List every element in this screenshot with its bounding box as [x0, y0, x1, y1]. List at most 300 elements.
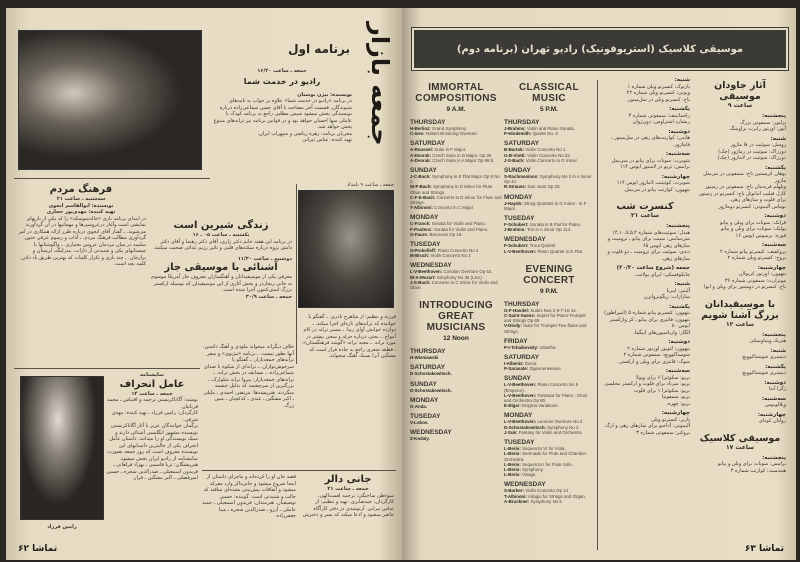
main-title: جمعه بازار: [366, 22, 394, 146]
work: Berceuse Op 16.: [429, 231, 463, 237]
johnny-time: جمعه ـ ساعت ۲۱: [327, 486, 369, 492]
program-section: [600, 201, 690, 436]
day-heading: THURSDAY: [504, 300, 540, 308]
composer: F-Schubert:: [504, 243, 529, 249]
program-section: [504, 264, 594, 504]
work: Don Juan Op 20.: [527, 184, 561, 190]
program-item: بتهوون: اورتور کریولان: [739, 271, 786, 277]
program-item: دورژاک: سوئیت در رماژور (چک): [718, 148, 786, 155]
work: Septet for Piano-Trumpet and Strings Op 65: [504, 313, 586, 324]
farhang-producer: تهیه کننده: مهدی‌پور حجازی: [46, 209, 116, 215]
day-heading: چهارشنبه:: [661, 173, 690, 180]
program-item: الگار: واریاسیون‌های انیگما.: [633, 329, 690, 336]
program-item: راخمانینف: سمفونی شماره ۳: [628, 112, 690, 119]
section-time: ساعت ۱۷: [725, 443, 755, 451]
composer: P-I-Tchaikovsky:: [504, 344, 539, 350]
work: Symphony No 2: [547, 424, 579, 430]
section-title: CLASSICAL MUSIC: [519, 82, 579, 104]
work: Serenade for Flute and Chamber Orchestra.: [504, 451, 587, 462]
composer: L-V-Beethoven:: [504, 419, 537, 425]
composer: R-Strauss:: [504, 184, 527, 190]
jazz-time: دوشنبه ـ ساعت ۱۱/۳۰: [237, 255, 292, 262]
section-title: آثار جاودان موسیقی: [714, 80, 766, 102]
work: Sequenza VI for Viola.: [522, 446, 566, 452]
work: Violin and Piano Sonata.: [526, 126, 575, 131]
program-item: [410, 388, 502, 393]
composer: W-A-Mozart:: [410, 274, 436, 280]
day-heading: SUNDAY: [504, 167, 531, 175]
composer: S-Prokofieff:: [410, 248, 437, 254]
play-time: جمعه ـ ساعت ۱۴: [131, 390, 173, 397]
work: Leonore Overture No 2: [537, 419, 583, 425]
program-item: فوره: برسوس اپوس ۱۶: [735, 232, 786, 239]
program-item: هایدن: کوارتت‌های زهی در سل‌مینور ـ فاماژور.: [611, 135, 690, 148]
radio-service-author: نویسنده: بیژن بوستان: [297, 91, 352, 98]
section-time: 5 P.M.: [540, 106, 558, 113]
program-section: [410, 82, 502, 290]
composer: H-Berlioz:: [410, 126, 431, 131]
day-heading: سه‌شنبه:: [761, 242, 786, 248]
composer: Z-Kodaly.: [410, 436, 430, 442]
composer: J-Brahms:: [504, 227, 526, 233]
program-item: سارازات: زیگونروایزن: [643, 294, 690, 300]
section-time: ساعت ۲۱: [630, 212, 660, 219]
composer: P-Sarasate:: [504, 366, 529, 372]
english-column-2: [504, 82, 594, 514]
composer: L-Berio:: [504, 451, 521, 457]
day-heading: TUSEDAY: [504, 439, 535, 447]
persian-column-left: [600, 74, 690, 444]
day-heading: THURSDAY: [410, 348, 446, 356]
composer: A-Dvorak:: [410, 152, 431, 158]
header-title: موسیقی کلاسیک (استریوفونیک) رادیو تهران (برنامه دوم): [456, 43, 744, 55]
jazz-title: آشنائی با موسیقی جاز: [164, 262, 278, 273]
left-page: [6, 8, 402, 560]
composer: L-Berio:: [504, 472, 521, 478]
day-heading: FRIDAY: [504, 337, 528, 345]
day-heading: چهارشنبه:: [661, 410, 690, 416]
composer: A-Roussel:: [410, 147, 434, 153]
day-heading: پنجشنبه:: [762, 454, 786, 461]
work: Piano Concerto No 5 (Emperor).: [504, 382, 579, 393]
day-heading: THURSDAY: [410, 119, 446, 126]
day-heading: یکشنبه:: [765, 363, 786, 370]
program-item: باخ: کنسرتو در دومینور برای ویلن و ابوا: [704, 284, 786, 290]
section-time: ساعت ۱۲: [725, 320, 755, 328]
farhang-author: نویسنده: ابوالقاسم انجوی: [48, 202, 114, 209]
johnny-body: سوءظن ساختگی: ترجمه لعمت‌الهی. کارگردان: جیدصابری. تهیه و تنظیم: از عباس تیرانی. آرتوشدی در دفتر کارآگاه حاضر میشود و ادعا میکند که پسر و دخترش: [302, 492, 394, 518]
day-heading: دوشنبه:: [668, 339, 690, 345]
composer: J-Brahms:: [504, 126, 526, 131]
program-item: [504, 366, 594, 371]
program-item: آلبنیز: ایبریا: [666, 287, 690, 294]
day-heading: MONDAY: [410, 214, 439, 222]
program-section: [694, 80, 786, 291]
day-heading: دوشنبه:: [668, 128, 690, 135]
composer: L-V-Beethoven:: [504, 248, 537, 254]
farhang-body: در ابتدای برنامه بازی «خاله‌سوسکه» را که یکی از بازیهای نمایشی است وآغاز درعروسی‌ها و مهمانیها در آن گردآورند می‌شوند. ـ گفتار آقای انجوی درباره طرز ارائه همکاری در امر گردآوری مطالب فرهنگ مردم. ـ آداب و رسوم عرفی ختون سلیمه در میان مردمان عروس بختیاری. ـ واگوشتانها یا چیستانهای یکی و شنیدنی از داراب، بندرلنگه، لرستان و برازجان. ـ چند بازی و تکرار کلمات که بهترین طریق یاد دادن کلمه بچه است.: [18, 215, 146, 267]
program-item: یوهان کریستین باخ: سمفونی در می‌بمل ماژور: [703, 171, 786, 184]
section-title: IMMORTAL COMPOSITIONS: [415, 82, 497, 104]
program-item: باخ: کنسرتو ویلن در سل‌مینور.: [626, 96, 690, 103]
day-heading: دوشنبه:: [764, 379, 786, 386]
work: Grand Symphony.: [431, 126, 468, 131]
program-item: [410, 355, 502, 360]
composer: A-Dvorak:: [410, 157, 431, 163]
composer: W-F-Bach:: [410, 184, 432, 190]
play-director: کارگردان: رامین فرزاد ـ تهیه کننده: مهدی شرقی.: [111, 410, 198, 423]
play-label: نمایشنامه: [139, 372, 165, 378]
composer: L-V-Beethoven:: [504, 382, 537, 388]
program-item: کارل فیلیپ امانوئل باخ: کنسرتو در رمینور برای فلوت و سازهای زهی.: [699, 190, 786, 203]
program-item: [410, 131, 502, 136]
composer: I-Albeniz:: [504, 361, 524, 367]
work: String Quartets in G minor - in F Major.: [504, 200, 587, 211]
divider: [296, 184, 297, 364]
program-item: چایکوفسکی: اپرای یولانت.: [634, 271, 690, 278]
program-item: دورژاک: سوئیت در لاماژور (چک): [717, 155, 786, 161]
program-item: بتهوون: کوارتت پیانو در می‌بمل.: [623, 186, 690, 193]
work: Suite for Trumpet-Two flutes and Strings.: [504, 323, 587, 334]
middle-text: خلاف دیگرانه میخواند ملودی و آهنگ داشتن، آنها بطور نیست. ـ برنامه «مژنوی» و سفر ترانه‌های جمعه‌بازار. ـ گفتگو با سرخوش‌نوازان. ـ ترانه‌ای از شکوه با صدای شماعی‌زاده. ـ مسابقه در بخش ترانه. ـ ترانه‌های جمعه‌بازار: پیروا ترانه شلوارک. ـ بزرگترین از سرچشمه که بدلیل چشمه میگردند. هنرپیشه‌ها: مرتضی احمدی ـ ملیلی ـ اکبر مشگین ـ عبدی ـ کدکچیان ـ مبین زرگ.: [202, 344, 294, 409]
program-item: دیمیتری شوستاکوویچ: [742, 370, 786, 376]
farhang-title: فرهنگ مردم: [49, 184, 113, 195]
program-item: بتهوون: کنسرتو پیانو شماره ۵ (امپراطور): [604, 310, 690, 316]
composer: F-Schubert:: [504, 222, 529, 228]
zendegi-time: یکشنبه ـ ساعت ۰۵ ـ ۱۶: [192, 232, 250, 238]
program-section: [410, 300, 502, 441]
composer: D-Schostakowitsch.: [410, 371, 452, 377]
play-cast: هنرپیشگان: ثریا قاسمی ـ بهزاد فراهانی ـ فریدون اسمعیلی ـ صدرالدین شجره ـ حسین امیرفضلی ـ اکبر مشگین ـ فراز.: [106, 462, 198, 481]
composer: J-Haydn:: [504, 200, 523, 206]
composer: V-Dindy:: [504, 323, 522, 329]
day-heading: TUSEDAY: [410, 413, 441, 421]
friday-time: جمعه ـ ساعت ۹ بامداد: [346, 182, 394, 188]
day-heading: شنبه:: [770, 135, 786, 142]
program-item: [410, 420, 502, 425]
composer: J-Suk:: [504, 429, 518, 435]
program-item: سن‌سانس: سپتت برای پیانو ـ ترومپت و سازهای زهی اپوس ۶۵: [607, 236, 690, 249]
program-item: [504, 174, 594, 184]
work: Quarte No. 3: [532, 131, 558, 137]
day-heading: جمعه (شروع ساعت ۲۰/۳۰): [616, 265, 690, 271]
program-item: فرانک: سونات برای ویلن و پیانو: [720, 219, 786, 226]
program-item: [504, 472, 594, 477]
program-item: دیمیتری شوستاکوویچ: [742, 354, 786, 360]
work: Violin Concerto No 22: [527, 152, 570, 158]
play-writer: نوشته: آگاتاکریستی ترجمه و اقتباس ـ محمد قربانیان.: [107, 397, 198, 410]
composer: L-V-Beethoven:: [410, 269, 443, 275]
section-title: موسیقی کلاسیک: [699, 432, 781, 444]
work: Piano Concerto No 2: [437, 248, 479, 254]
day-heading: پنجشنبه:: [762, 113, 786, 119]
photo-caption: رامین فرزاد: [47, 524, 77, 530]
composer: M-Bruch:: [410, 253, 430, 259]
program-item: برامس: تریو در لامینور اپوس ۱۱۴: [619, 164, 690, 170]
composer: G-F-Handel:: [504, 307, 530, 313]
composer: L-Berio:: [504, 446, 521, 452]
radio-service-time: جمعه ـ ساعت ۱۶/۳۰: [257, 68, 307, 74]
program-item: [504, 451, 594, 461]
zendegi-body: در برنامه این هفته خانم دکتر زاری، آقای دکتر رهنما و آقای دکتر دانش پژوه درباره سکته‌های قلبی و تاثیر رژیم غذائی صحبت میکنند.: [153, 238, 292, 251]
section-time: 12 Noon: [443, 335, 469, 343]
day-heading: TUSEDAY: [504, 215, 535, 223]
work: Sonata for Violin and Piano.: [431, 221, 487, 227]
work: Piano Quartet in E Flat.: [537, 248, 584, 254]
right-page: [402, 8, 796, 560]
work: Concerto in D minor for Flute and Strings.: [410, 194, 502, 206]
work: Coriolan Overture Op 62.: [443, 269, 493, 275]
program-item: [504, 201, 594, 211]
program-item: دندی: سوئیت برای ترومپت ـ دو فلوت و سازهای زهی.: [607, 249, 690, 262]
work: Adagio for Strings and Organ.: [527, 493, 586, 499]
program-item: بریو: سکوئنزا ۱ برای فلوت: [633, 387, 690, 394]
work: Violin Concerto No 2: [430, 253, 471, 259]
work: Suite in F Major.: [434, 147, 467, 153]
radio-service-title: رادیو در خدمت شما: [243, 76, 321, 86]
day-heading: پنجشنبه:: [666, 223, 690, 229]
program-item: هندل: سوئیت‌های شماره ۲ـ۵ـ۷ـ۱۰ـ۱۴: [612, 229, 690, 236]
program-item: [410, 232, 502, 237]
composer: A-Bruckner:: [504, 498, 530, 504]
composer: J-S-Bach:: [504, 157, 525, 163]
day-heading: دوشنبه:: [764, 213, 786, 219]
work: Violin Concerto Op 14: [525, 488, 569, 494]
program-section: [694, 433, 786, 475]
program-item: آیوز: اورتور رابرت براونینگ.: [728, 126, 786, 132]
program-item: [504, 323, 594, 333]
composer: V-Lobos.: [410, 420, 429, 426]
work: Iolantha.: [539, 344, 557, 350]
divider: [14, 368, 200, 369]
work: Enigma Variations.: [522, 403, 559, 409]
day-heading: شنبه:: [674, 77, 690, 83]
page-footer-logo: تماشا ۶۳: [744, 544, 784, 554]
program-item: [504, 184, 594, 189]
program-item: هنریک ویتیاوسکی: [749, 338, 786, 344]
section-title: با موسیقیدانان بزرگ آشنا شویم: [701, 298, 779, 321]
work: Czech Suite in D Major. Op 39: [432, 152, 492, 158]
work: Sequenza I for Flute Solo.: [522, 461, 573, 467]
program-item: بارتوک: کنسرتو ویلن شماره ۱: [627, 83, 690, 90]
work: Suites Nos 2-5-7-10-14.: [530, 307, 577, 313]
photo-singer: [298, 190, 394, 308]
day-heading: SATURDAY: [410, 140, 446, 148]
day-heading: یکشنبه:: [669, 303, 690, 310]
composer: D-Schostakowitsch:: [504, 424, 546, 430]
section-time: ساعت ۹: [727, 102, 753, 109]
radio-service-article: [212, 68, 352, 144]
program-item: توماس آلبینونی: کنسرتو دوماژور: [718, 203, 786, 210]
day-heading: SUNDAY: [410, 380, 437, 388]
program-item: پروکفیف: کنسرتو پیانو شماره ۲: [719, 248, 786, 255]
divider: [202, 470, 396, 471]
program-item: برلیوز: سمفونی بزرگ: [740, 119, 786, 126]
program-item: ویوتی: کنسرتو ویلن شماره ۲۲: [626, 90, 690, 96]
day-heading: یکشنبه:: [669, 106, 690, 112]
composer: E-Elgar:: [504, 403, 521, 409]
program-item: بریو: سکوئنزا ۶ برای ویولا: [635, 374, 690, 381]
work: Czech Suite in A Major Op 98 b.: [432, 157, 495, 163]
zendegi-title: زندگی شیرین است: [173, 220, 269, 231]
program-item: [504, 227, 594, 232]
middle-text-2: فرزند و تنظیم: از شاهرخ نادری. ـ گفتگو با خواننده که ترانه‌های تازه‌ای اجرا میکند. ـ دوازده خوانش آوای زیبا. ـ مسیر ترانه در کام آمواج. ـ بحثی درباره حزله و سخن بیشتر در مورد ترانه. ـ مجید ترانه «گوشه فرهنگستان». ـ قطعه شعری راجع به جاده فراز است که مشگین آنرا بسبک آهنگ میخواند.: [301, 314, 396, 359]
english-column-1: [410, 82, 502, 451]
day-heading: سه‌شنبه:: [761, 395, 786, 402]
work: Symphony No 3 in A minor Op 44: [504, 174, 592, 185]
program-item: بریو: سمفونیا: [661, 394, 690, 400]
day-heading: THURSDAY: [504, 119, 540, 126]
radio-service-body: در برنامه «رادیو در خدمت شما» علاوه بر جواب به نامه‌های شنوندگان، قسمت آخر مصاحبه با آقای حسن شماعی‌زاده درباره نویسندگی پخش میشود سپس مطلبی راجع به برنامه کودک با عاملی سها احسان خواهد بود و در قوانین برنامه نیز ترانه‌های متنوع پخش خواهد شد.: [213, 98, 352, 130]
program-item: [410, 371, 502, 376]
photo-ramin-farzad: [20, 376, 104, 520]
program-item: [504, 499, 594, 504]
program-item: باربر: کنسرتو ویلن: [651, 416, 690, 423]
day-heading: SATURDAY: [504, 140, 540, 148]
day-heading: WEDNESDAY: [410, 429, 452, 437]
day-heading: SUNDAY: [410, 167, 437, 175]
work: Concerto in C Major: [434, 205, 474, 211]
program-item: [410, 184, 502, 194]
work: Robert Browning Overture.: [425, 131, 479, 137]
program-item: [504, 345, 594, 350]
day-heading: SUNDAY: [504, 375, 531, 383]
composer: C-Franck:: [410, 221, 431, 227]
work: Trout Quintet: [529, 243, 556, 249]
program-item: شوبرت: سونات برای پیانو در سی‌بمل: [611, 157, 690, 164]
program-item: هیندمیت: کوارتت شماره ۳: [730, 467, 786, 474]
program-item: بریو: چهره.: [666, 400, 690, 407]
program-item: [504, 158, 594, 163]
play-article: [106, 372, 198, 482]
composer: J-S-Bach:: [410, 279, 431, 285]
program-item: ویلهلم فریدمان باخ: سمفونی در رمینور: [704, 184, 786, 190]
program-item: بروکنر: سمفونی شماره ۳: [636, 429, 690, 436]
composer: D-Schostakowitsch.: [410, 387, 452, 393]
radio-service-hosts: مجریان برنامه: زهره ریاضی و سپهراب ایران.: [257, 130, 352, 137]
program-section: [504, 82, 594, 254]
composer: L-V-Beethoven:: [504, 392, 537, 398]
day-heading: چهارشنبه:: [757, 411, 786, 418]
johnny-dollar-article: [302, 474, 394, 519]
work: Fantasia for Piano - Choir and Orchestra Op 80.: [504, 392, 588, 404]
work: Zigeunerweisen.: [529, 366, 562, 372]
program-item: بریو: سرناد برای فلوت و ارکستر مجلسی: [604, 381, 690, 387]
program-item: [410, 205, 502, 210]
jazz-repeat: جمعه ـ ساعت ۳۰/۹: [245, 293, 292, 300]
day-heading: شنبه:: [770, 347, 786, 354]
work: Concerto in C minor for Violin and Oboe.: [410, 279, 498, 291]
program-section: [694, 299, 786, 425]
section-title: کنسرت شب: [616, 201, 674, 212]
composer: S-Barber:: [504, 488, 525, 494]
composer: J-C-Bach:: [410, 174, 431, 180]
day-heading: MONDAY: [504, 412, 533, 420]
day-heading: SATURDAY: [410, 364, 446, 372]
farhang-time: سه‌شنبه ـ ساعت ۲۱: [56, 196, 106, 202]
work: Symphony in D Minor for Flute Oboe and Strings.: [410, 184, 493, 195]
program-item: روسل: سوئیت در فا ماژور: [730, 142, 786, 148]
program-item: بتهوون: فانتزی برای پیانو ـ کر وارکستر اپوس ۸۰: [609, 316, 690, 329]
composer: C-Ives:: [410, 131, 425, 137]
zendegi-article: [150, 220, 292, 300]
play-body: برگمان خوانندگان عزیز با آثار آگاتاکریستی نویسنده مشهور انگلیسی آشنائی دارند و سبک نویسندگی او را میدانند. داستان عامل انحراف یکی از جالبترین داستانهای این نویسنده معروف است که روز جمعه بصورت نمایشنامه از رادیو ایران پخش میشود.: [107, 423, 198, 462]
program-item: زولتان کودای: [758, 418, 786, 424]
composer: T-Albinoni:: [410, 205, 433, 211]
johnny-body-2: قصد جان او را کرده‌اند و ماجرای داستان از اینجا شروع میشود و جانی‌دالر وارد معرکه میشود و اتفاقات پیش‌بینی نشده‌ای میافتد که جالب و شنیدنی است. گوینده: حسین توصیفیان. هنرمندان: فریدون اسمعیلی ـ حمید عاملی ـ آرزو ـ صدرالدین شجره ـ مینا جعفرزاده.: [201, 474, 296, 519]
day-heading: چهارشنبه:: [757, 264, 786, 271]
program-item: [504, 313, 594, 323]
program-item: آلبینونی: آداجیو برای سازهای زهی و ارگ.: [603, 423, 690, 429]
program-item: [504, 382, 594, 392]
program-item: [410, 195, 502, 205]
work: Fantasy for Violin and Orchestra: [518, 429, 582, 435]
program-label: برنامه اول: [288, 42, 350, 56]
work: Visage.: [522, 472, 537, 478]
program-item: [410, 436, 502, 441]
day-heading: MONDAY: [410, 396, 439, 404]
day-heading: SATURDAY: [504, 354, 540, 362]
composer: G-B-Viotti:: [504, 152, 526, 158]
section-time: 9 P.M.: [540, 287, 558, 295]
program-item: پولنک: سونات برای ویلن و پیانو: [720, 226, 786, 232]
program-item: [504, 430, 594, 435]
persian-column-right: [694, 74, 786, 482]
day-heading: سه‌شنبه:: [665, 151, 690, 157]
program-item: ویلالوبوس: [765, 402, 786, 408]
composer: C-Saint-Saens:: [504, 313, 536, 319]
program-item: ژگرا آندا: [768, 386, 786, 392]
work: Trio in A minor Op 114.: [526, 227, 572, 233]
composer: C-F-E-Bach:: [410, 194, 436, 200]
header-banner: [412, 28, 788, 70]
section-title: EVENING CONCERT: [523, 263, 575, 286]
program-item: بتهوون: لئونور اورتور شماره ۲: [627, 345, 690, 352]
composer: L-Berio:: [504, 466, 521, 472]
day-heading: پنجشنبه:: [762, 331, 786, 338]
photo-hosts: [18, 30, 202, 170]
work: Symphony No 5: [530, 498, 562, 504]
work: Symphony in E Flat Major Op 9 No 2.: [410, 174, 500, 185]
play-title: عامل انحراف: [119, 378, 185, 390]
program-item: برامس: سونات برای ویلن و پیانو: [717, 461, 786, 467]
composer: G-Anda.: [410, 403, 428, 409]
day-heading: WEDNESDAY: [504, 236, 546, 244]
program-item: [504, 393, 594, 403]
program-item: [504, 403, 594, 408]
work: Violin Concerto in G minor.: [525, 157, 578, 163]
program-item: [410, 158, 502, 163]
composer: L-Berio:: [504, 461, 521, 467]
day-heading: شنبه:: [674, 281, 690, 287]
day-heading: WEDNESDAY: [504, 481, 546, 489]
program-item: [410, 280, 502, 290]
day-heading: MONDAY: [504, 193, 533, 201]
composer: B-Bartok:: [504, 147, 525, 153]
section-title: INTRODUCING GREAT MUSICIANS: [419, 300, 493, 334]
divider: [597, 80, 598, 550]
program-item: شوستاکوویچ: سمفونی شماره ۲: [623, 352, 690, 358]
composer: G-Faure:: [410, 231, 429, 237]
work: Violin Concerto No 1: [525, 147, 566, 153]
work: Symphony.: [522, 466, 544, 472]
composer: H-Wieniawski: [410, 355, 439, 361]
johnny-title: جانی دالر: [324, 474, 372, 485]
program-item: [504, 249, 594, 254]
program-item: موتزارت: سمفونی شماره ۳۶: [724, 277, 786, 284]
day-heading: سه‌شنبه:: [665, 368, 690, 374]
program-item: بروخ: کنسرتو ویلن شماره ۲: [727, 255, 786, 261]
